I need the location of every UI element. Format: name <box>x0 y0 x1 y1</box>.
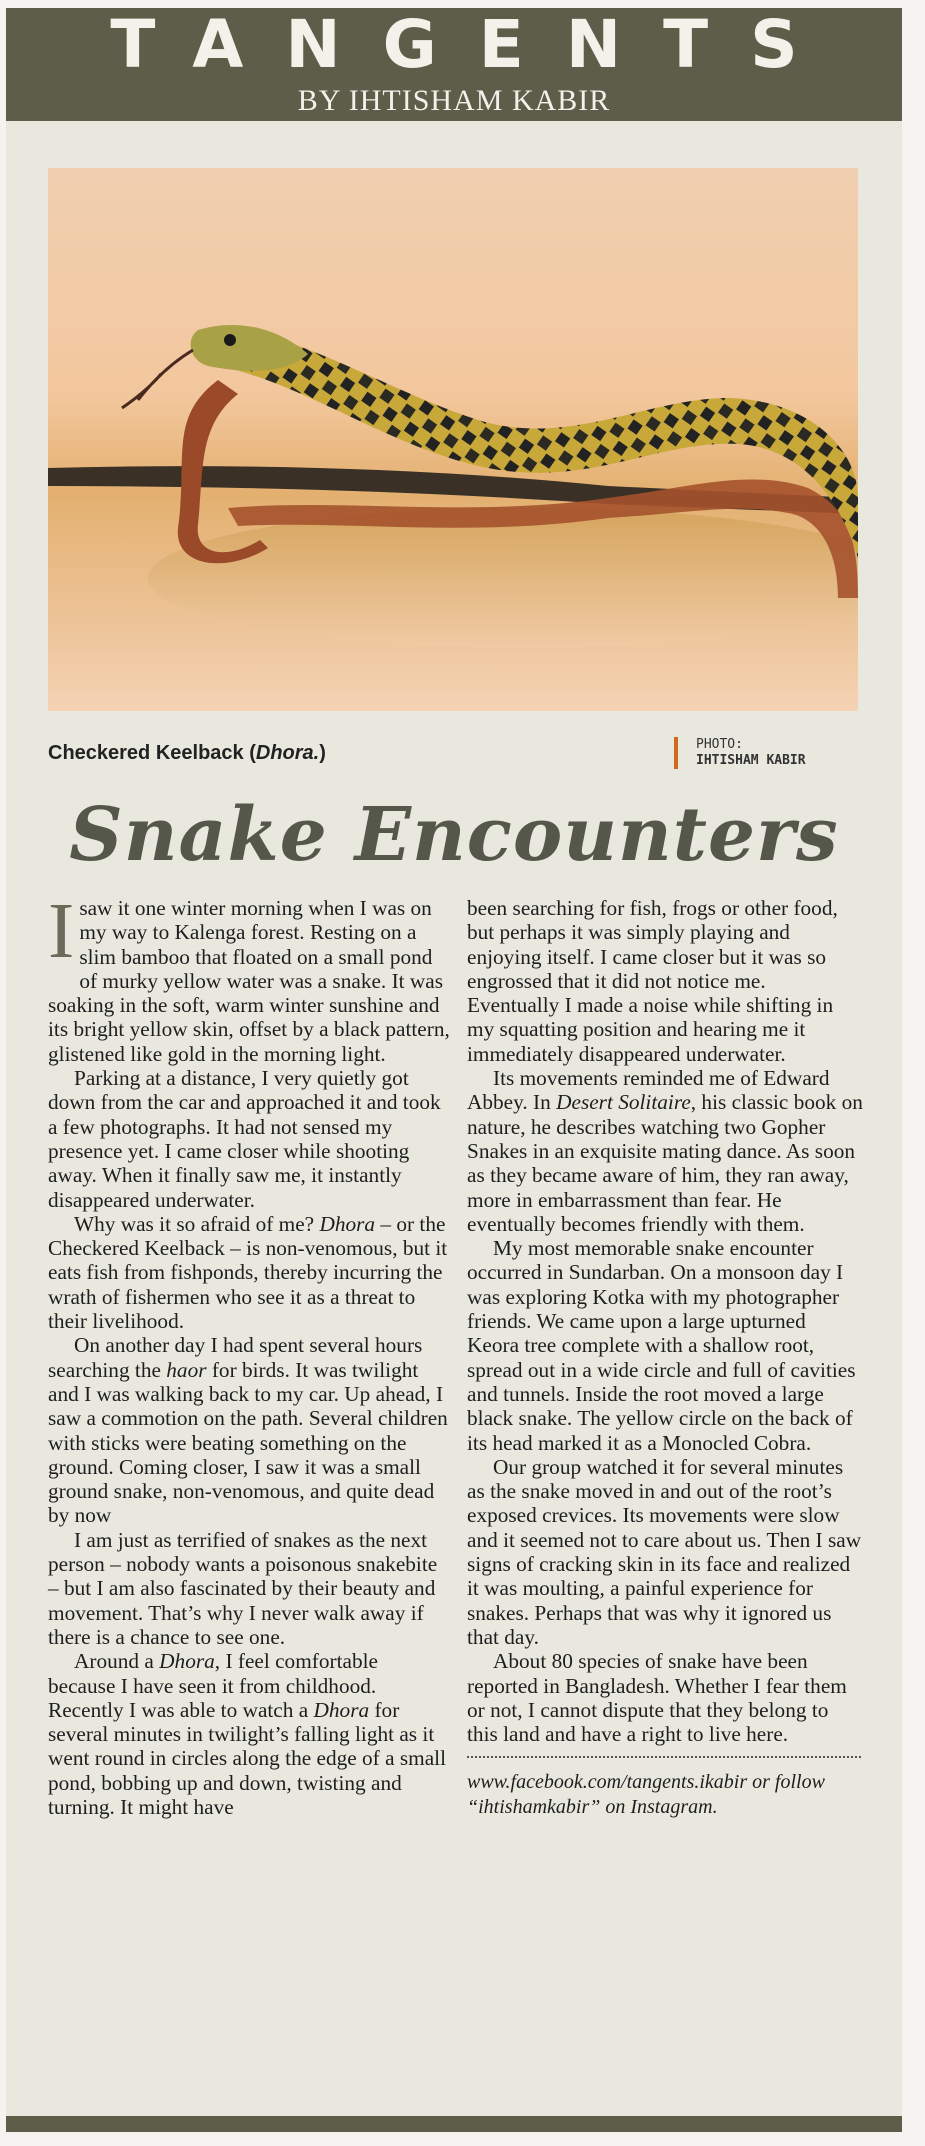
snake-illustration <box>48 168 858 711</box>
bottom-rule <box>6 2116 902 2132</box>
photo-credit <box>674 737 806 769</box>
article-column-right <box>467 896 863 1820</box>
paragraph-7-text-b: , his classic book on nature, he describes watching two Gopher Snakes in an exquisite mating dance. As soon as they became aware of him, they ran away, more in embarrassment than fear. He eventually becomes friendly with them. <box>467 1090 863 1236</box>
paragraph-5: I am just as terrified of snakes as the next person – nobody wants a poisonous snakebite – but I am also fascinated by their beauty and movement. That’s why I never walk away if there is a chance to see one. <box>48 1527 438 1649</box>
paragraph-6-continued: been searching for fish, frogs or other food, but perhaps it was simply playing and enjoying itself. I came closer but it was so engrossed that it did not notice me. Eventually I made a noise while shifting in my squatting position and hearing me it immediately disappeared underwater. <box>467 896 838 1066</box>
credit-label: PHOTO: <box>696 737 743 752</box>
paragraph-2: Parking at a distance, I very quietly got down from the car and approached it and took a few photographs. It had not sensed my presence yet. I came closer while shooting away. When it finally saw me, it instantly disappeared underwater. <box>48 1066 441 1212</box>
paragraph-3-italic: Dhora <box>319 1211 376 1236</box>
book-title: Desert Solitaire <box>556 1090 691 1115</box>
caption-close-paren: ) <box>319 742 326 764</box>
paragraph-7 <box>467 1066 863 1236</box>
snake-photo <box>48 168 858 711</box>
paragraph-10: About 80 species of snake have been reported in Bangladesh. Whether I fear them or not, I cannot dispute that they belong to this land and have a right to live here. <box>467 1649 847 1747</box>
paragraph-6-text-c: for several minutes in twilight’s falling light as it went round in circles along the edge of a small pond, bobbing up and down, twisting and turning. It might have <box>48 1697 447 1819</box>
paragraph-6-text-a: Around a <box>74 1649 160 1674</box>
masthead <box>6 8 902 121</box>
paragraph-1 <box>48 888 450 1066</box>
paragraph-9: Our group watched it for several minutes as the snake moved in and out of the root’s exposed crevices. Its movements were slow and it seemed not to care about us. Then I saw signs of cracking skin in its face and realized it was moulting, a painful experience for snakes. Perhaps that was why it ignored us that day. <box>467 1454 862 1649</box>
article-column-left <box>48 888 450 1819</box>
caption-species: Checkered Keelback <box>48 742 244 764</box>
drop-cap: I <box>48 888 75 975</box>
snake-eye <box>224 334 236 346</box>
credit-name: IHTISHAM KABIR <box>696 753 806 768</box>
newspaper-page <box>6 8 902 2132</box>
paragraph-3-text-a: Why was it so afraid of me? <box>74 1211 320 1236</box>
paragraph-3 <box>48 1212 450 1333</box>
paragraph-4-italic: haor <box>166 1357 207 1382</box>
paragraph-7-text-a: Its movements reminded me of Edward Abbey. In <box>467 1066 830 1115</box>
social-footer: www.facebook.com/tangents.ikabir or follow “ihtishamkabir” on Instagram. <box>467 1771 825 1819</box>
paragraph-6-italic-2: Dhora <box>313 1697 370 1722</box>
paragraph-4-text-a: On another day I had spent several hours searching the <box>48 1333 423 1382</box>
caption-open-paren: ( <box>243 742 256 764</box>
byline: BY IHTISHAM KABIR <box>297 84 611 117</box>
paragraph-1-text: saw it one winter morning when I was on my way to Kalenga forest. Resting on a slim bamboo that floated on a small pond of murky yellow water was a snake. It was soaking in the soft, warm winter sunshine and its bright yellow skin, offset by a black pattern, glistened like gold in the morning light. <box>48 896 450 1066</box>
paragraph-6 <box>48 1649 450 1819</box>
photo-caption <box>48 742 326 765</box>
paragraph-4 <box>48 1333 450 1527</box>
paragraph-6-text-b: , I feel comfortable because I have seen it from childhood. Recently I was able to watch a <box>48 1649 378 1722</box>
paragraph-4-text-b: for birds. It was twilight and I was walking back to my car. Up ahead, I saw a commotion on the path. Several children with sticks were beating something on the ground. Coming closer, I saw it was a small ground snake, non-venomous, and quite dead by now <box>48 1357 448 1528</box>
paragraph-8: My most memorable snake encounter occurred in Sundarban. On a monsoon day I was exploring Kotka with my photographer friends. We came upon a large upturned Keora tree complete with a shallow root, spread out in a wide circle and full of cavities and tunnels. Inside the root moved a large black snake. The yellow circle on the back of its head marked it as a Monocled Cobra. <box>467 1236 856 1455</box>
paragraph-3-text-b: – or the Checkered Keelback – is non-venomous, but it eats fish from fishponds, thereby incurring the wrath of fishermen who see it as a threat to their livelihood. <box>48 1211 448 1334</box>
paragraph-6-italic-1: Dhora <box>159 1649 215 1674</box>
column-title: TANGENTS <box>110 6 840 83</box>
caption-local-name: Dhora. <box>255 742 320 764</box>
headline: Snake Encounters <box>69 792 839 878</box>
dotted-divider <box>467 1756 861 1758</box>
